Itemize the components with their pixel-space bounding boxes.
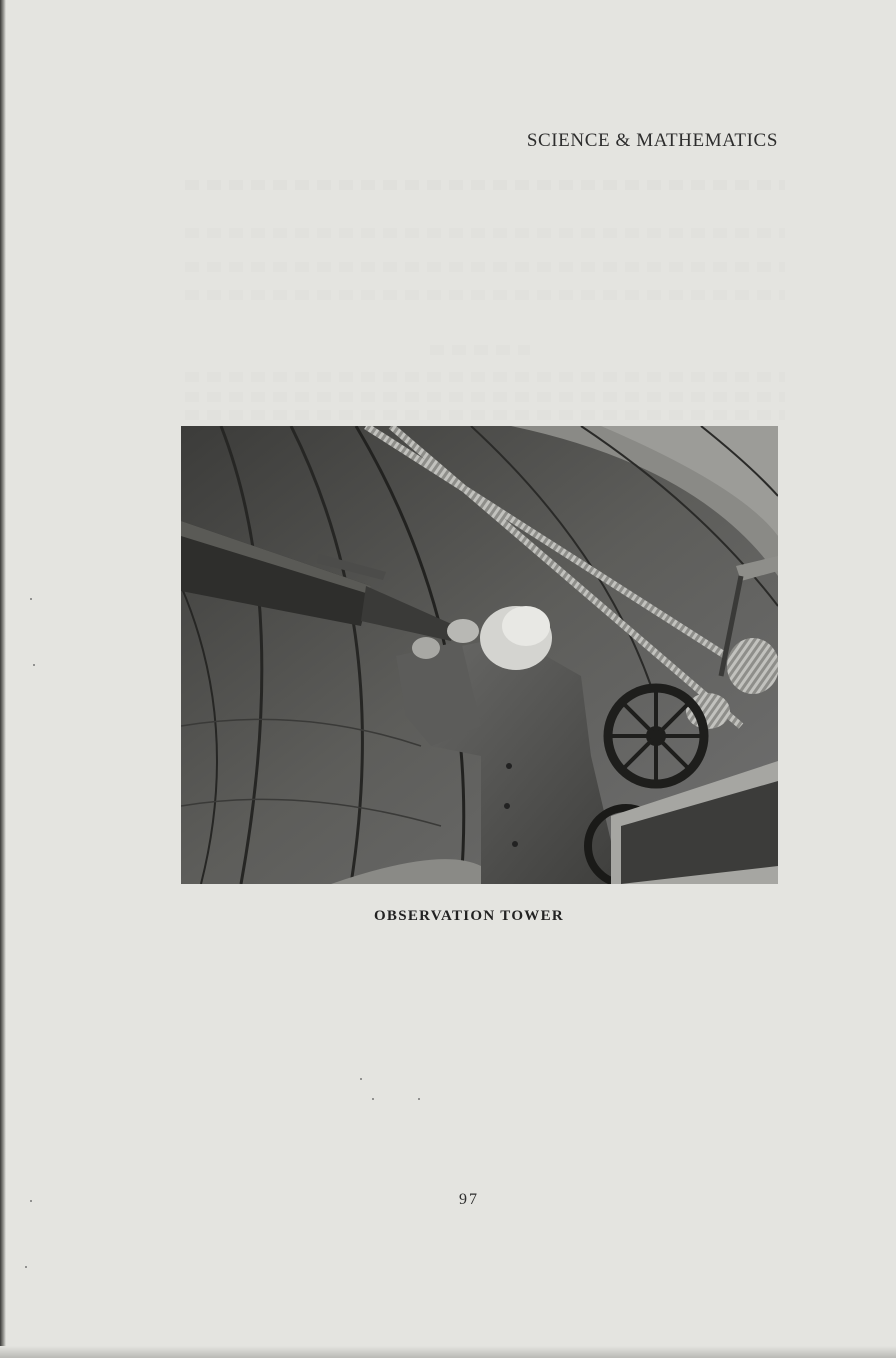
bleed-through-text: [185, 290, 785, 300]
scan-speck: [360, 1078, 362, 1080]
bleed-through-text: [185, 372, 785, 382]
scan-speck: [372, 1098, 374, 1100]
scan-speck: [30, 1200, 32, 1202]
page-number: 97: [459, 1191, 479, 1208]
photo-caption: OBSERVATION TOWER: [373, 908, 565, 924]
scan-speck: [25, 1266, 27, 1268]
scan-speck: [30, 598, 32, 600]
bleed-through-text: [185, 180, 785, 190]
scan-speck: [418, 1098, 420, 1100]
section-heading: SCIENCE & MATHEMATICS: [526, 130, 778, 151]
observatory-photo: [181, 426, 778, 884]
bleed-through-text: [430, 345, 530, 355]
telescope-photo-illustration: [181, 426, 778, 884]
scan-speck: [33, 664, 35, 666]
bleed-through-text: [185, 410, 785, 420]
bleed-through-text: [185, 392, 785, 402]
bleed-through-text: [185, 228, 785, 238]
bleed-through-text: [185, 262, 785, 272]
